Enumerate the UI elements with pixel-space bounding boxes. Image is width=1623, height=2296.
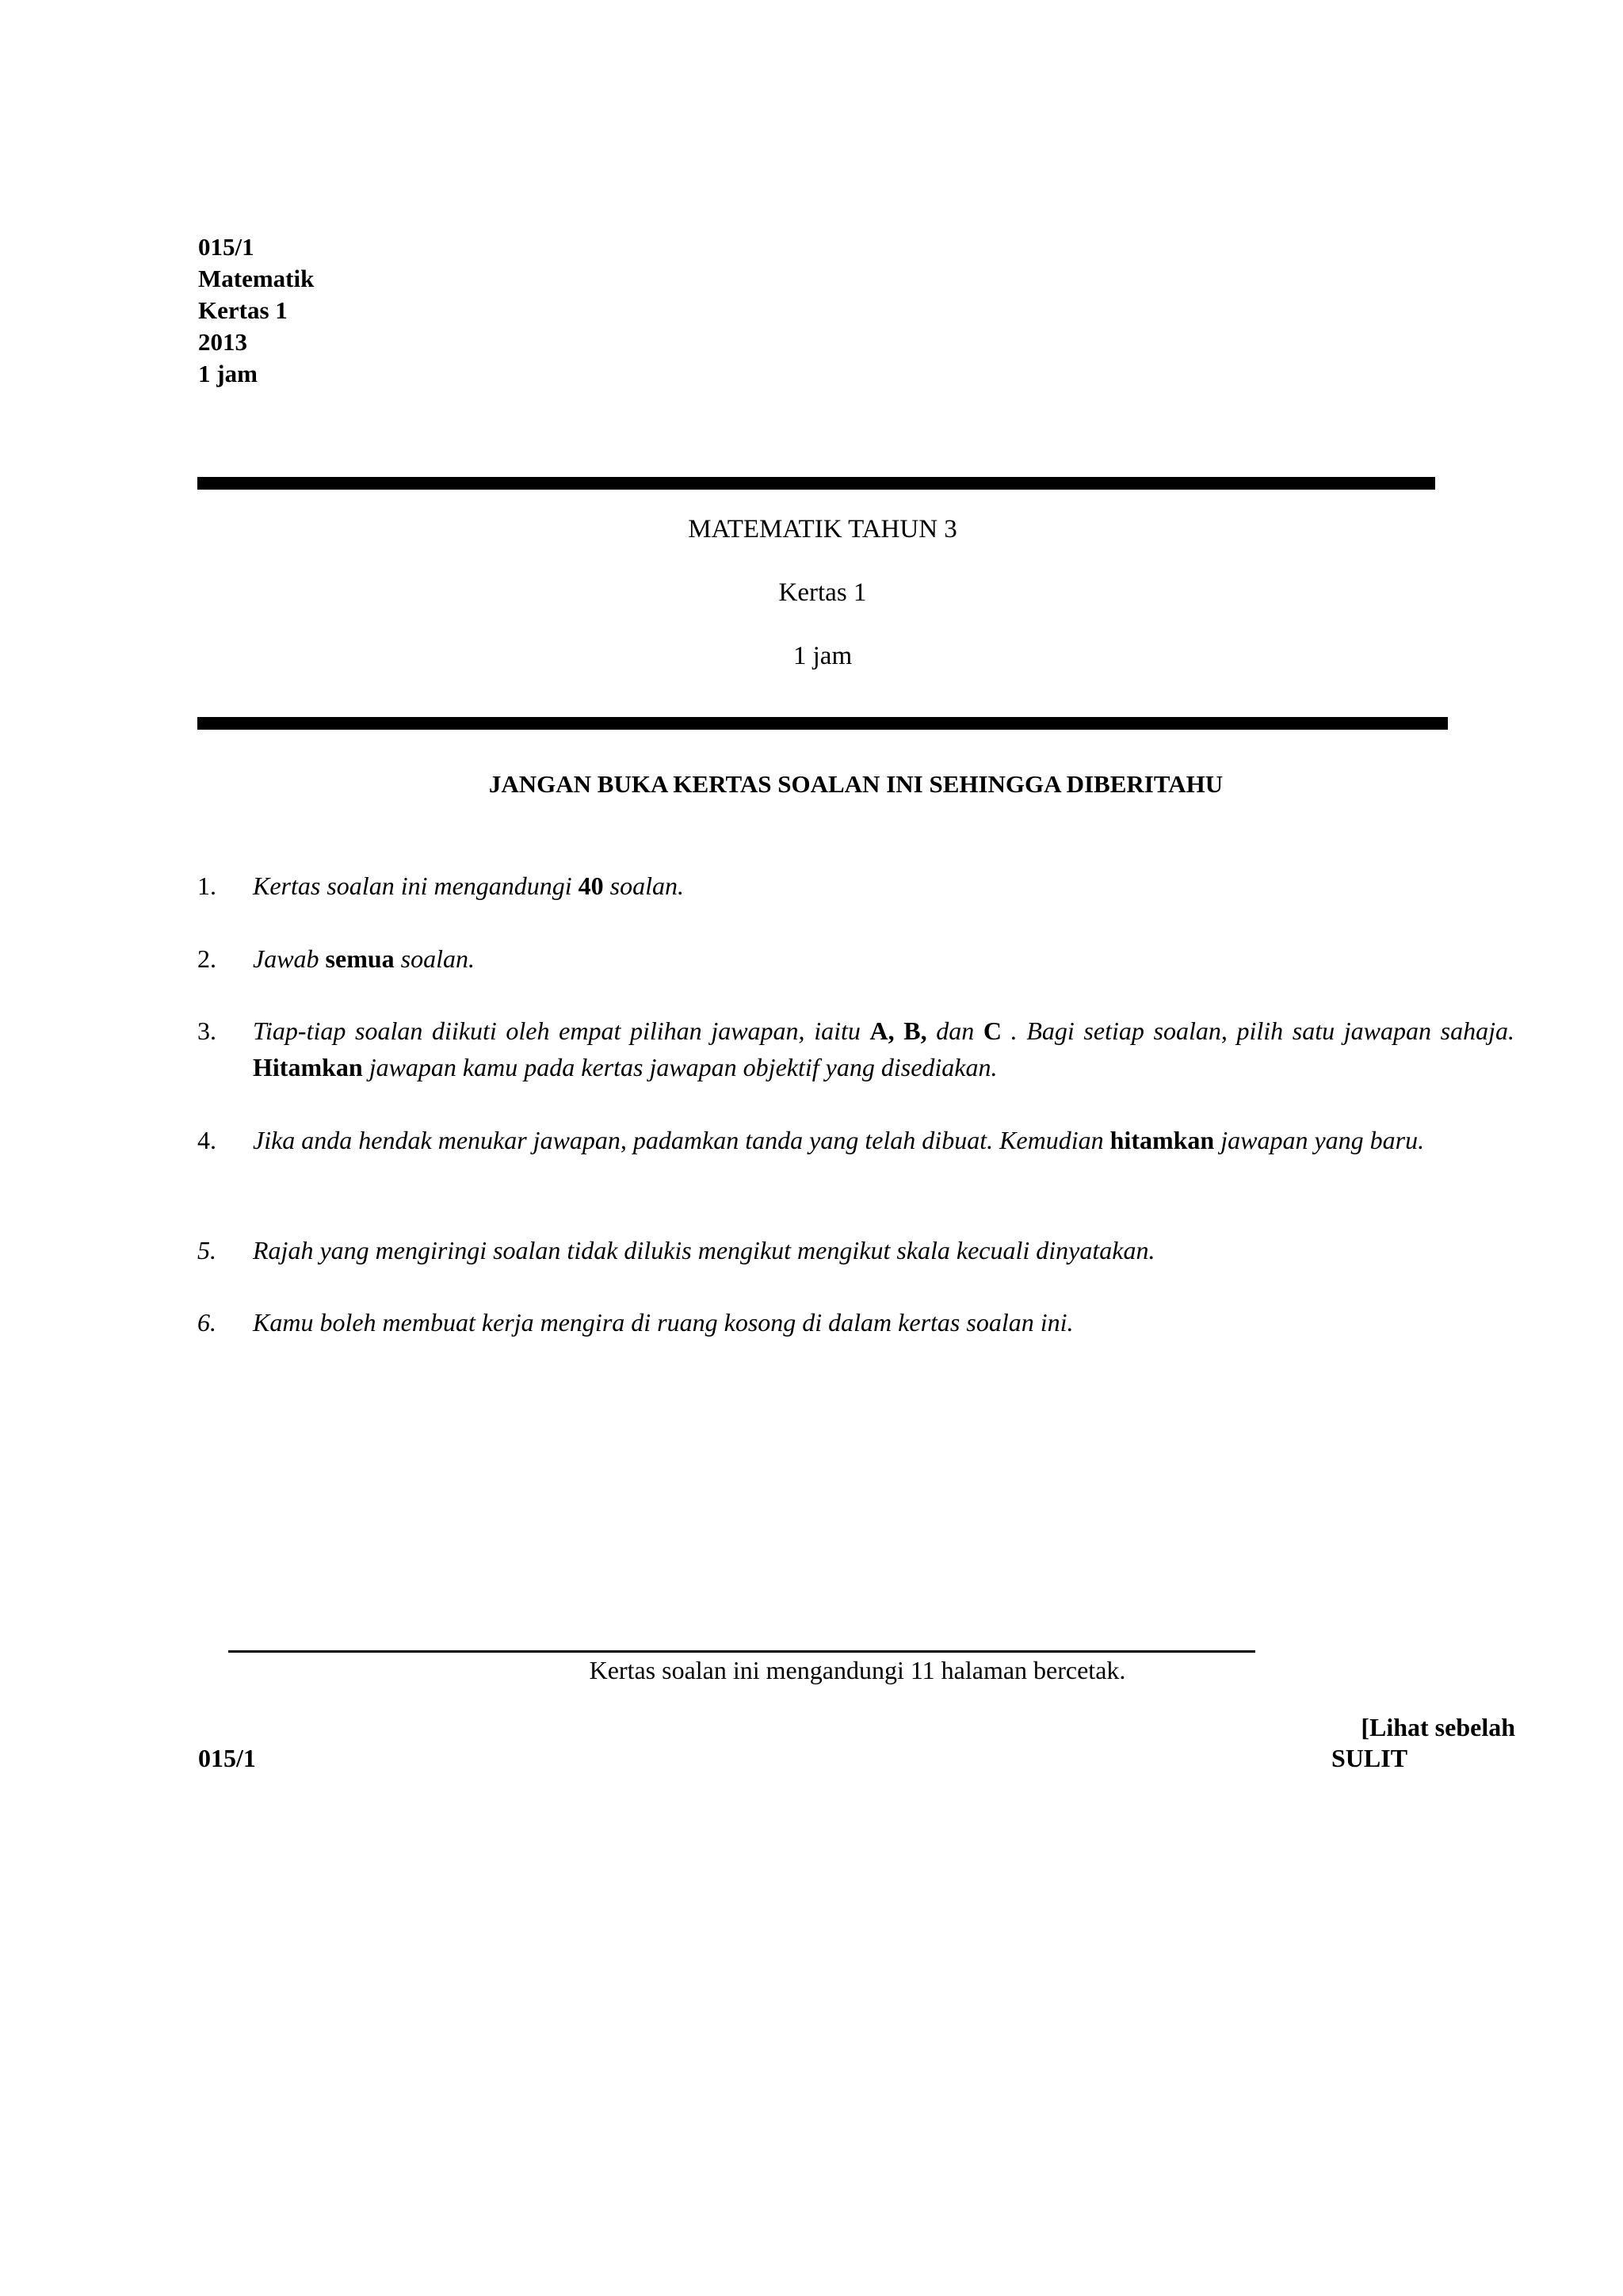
footer-paper-code: 015/1 [198,1744,256,1772]
title-rule-bottom [197,717,1448,730]
title-duration: 1 jam [792,642,853,670]
footer-divider [228,1650,1255,1653]
paper-subject: Matematik [198,265,315,292]
instruction-number: 1. [197,871,216,900]
paper-header [198,231,314,390]
title-rule-top [197,477,1435,490]
paper-number: Kertas 1 [198,296,288,324]
instruction-item [197,868,1514,904]
instruction-item [197,940,1514,977]
instruction-item [197,1122,1514,1158]
instruction-text: Kamu boleh membuat kerja mengira di ruang kosong di dalam kertas soalan ini. [253,1308,1074,1337]
instruction-item [197,1304,1514,1341]
paper-duration: 1 jam [198,360,258,387]
see-next-page-note: [Lihat sebelah [1361,1713,1515,1741]
title-paper: Kertas 1 [778,578,867,607]
instruction-text: Jika anda hendak menukar jawapan, padamkan tanda yang telah dibuat. Kemudian hitamkan jawapan yang baru. [253,1126,1425,1154]
instruction-text: Kertas soalan ini mengandungi 40 soalan. [253,871,685,900]
paper-code: 015/1 [198,233,254,261]
instruction-number: 2. [197,944,216,973]
classification-label: SULIT [1331,1744,1408,1772]
instruction-number: 3. [197,1016,216,1045]
warning-notice: JANGAN BUKA KERTAS SOALAN INI SEHINGGA DIBERITAHU [488,770,1224,798]
paper-year: 2013 [198,328,247,356]
instruction-text: Rajah yang mengiringi soalan tidak dilukis mengikut mengikut skala kecuali dinyatakan. [253,1236,1155,1264]
instruction-text: Tiap-tiap soalan diikuti oleh empat pilihan jawapan, iaitu A, B, dan C . Bagi setiap soalan, pilih satu jawapan sahaja. Hitamkan jawapan kamu pada kertas jawapan objektif yang disediakan. [253,1016,1515,1081]
instruction-item [197,1013,1514,1085]
instruction-item [197,1232,1514,1268]
instruction-number: 6. [197,1308,216,1337]
instruction-number: 5. [197,1236,216,1264]
instruction-number: 4. [197,1126,216,1154]
page-title: MATEMATIK TAHUN 3 [688,515,957,543]
instruction-text: Jawab semua soalan. [253,944,475,973]
page-count-note: Kertas soalan ini mengandungi 11 halaman bercetak. [589,1656,1126,1684]
